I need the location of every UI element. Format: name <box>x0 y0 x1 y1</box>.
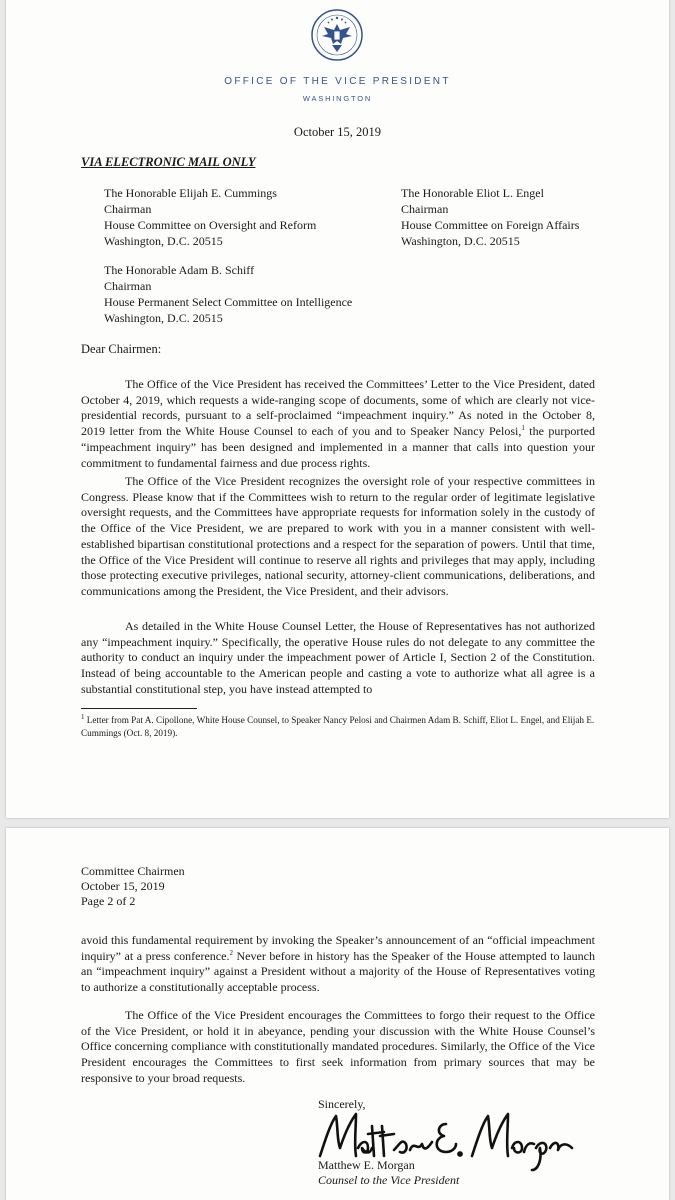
recipient-address <box>104 185 316 249</box>
body-paragraph-4 <box>81 933 595 996</box>
delivery-method: VIA ELECTRONIC MAIL ONLY <box>81 155 256 169</box>
recipient-address <box>104 262 352 326</box>
recipient-title: Chairman <box>104 202 152 216</box>
footnote <box>81 714 595 740</box>
body-paragraph-3: As detailed in the White House Counsel Letter, the House of Representatives has not authorized any “impeachment inquiry.” Specifically, the operative House rules do not delegate to any committee the authority to conduct an inquiry under the impeachment power of Article I, Section 2 of the Constitution. Instead of being accountable to the American people and casting a vote to authorize what all agree is a substantial constitutional step, you have instead attempted to <box>81 619 595 696</box>
footnote-text: Letter from Pat A. Cipollone, White House Counsel, to Speaker Nancy Pelosi and Chairmen Adam B. Schiff, Eliot L. Engel, and Elijah E. Cummings (Oct. 8, 2019). <box>81 715 595 738</box>
page-header <box>81 864 185 909</box>
body-paragraph-2: The Office of the Vice President recognizes the oversight role of your respective committees in Congress. Please know that if the Committees wish to return to the regular order of legitimate legislative oversight requests, and the Committees have appropriate requests for information solely in the custody of the Office of the Vice President, we are prepared to work with you in a manner consistent with well-established bipartisan constitutional protections and a respect for the separation of powers. Until that time, the Office of the Vice President will continue to reserve all rights and privileges that may apply, including those protecting executive privileges, national security, attorney-client communications, deliberations, and communications among the President, the Vice President, and their advisors. <box>81 474 595 598</box>
letter-page-2 <box>6 828 669 1200</box>
signer-block <box>318 1158 459 1188</box>
recipient-name: The Honorable Adam B. Schiff <box>104 263 255 277</box>
salutation: Dear Chairmen: <box>81 342 162 356</box>
vice-president-seal-icon <box>310 8 364 62</box>
body-paragraph-1 <box>81 377 595 471</box>
paragraph-text: The Office of the Vice President has received the Committees’ Letter to the Vice President, dated October 4, 2019, which requests a wide-ranging scope of documents, some of which are clearly not vice-presidential records, pursuant to a self-proclaimed “impeachment inquiry.” As noted in the October 8, 2019 letter from the White House Counsel to each of you and to Speaker Nancy Pelosi, <box>81 377 595 439</box>
signer-name: Matthew E. Morgan <box>318 1158 415 1172</box>
recipient-name: The Honorable Elijah E. Cummings <box>104 186 277 200</box>
letter-date: October 15, 2019 <box>293 125 382 139</box>
recipient-city: Washington, D.C. 20515 <box>104 311 223 325</box>
letter-page-1 <box>6 0 669 818</box>
recipient-address <box>401 185 579 249</box>
footnote-ref: 2 <box>229 948 233 957</box>
recipient-title: Chairman <box>104 279 152 293</box>
recipient-city: Washington, D.C. 20515 <box>401 234 520 248</box>
header-date: October 15, 2019 <box>81 879 165 893</box>
header-page-number: Page 2 of 2 <box>81 894 136 908</box>
recipient-committee: House Committee on Oversight and Reform <box>104 218 317 232</box>
footnote-divider <box>81 708 197 709</box>
header-recipient: Committee Chairmen <box>81 864 185 878</box>
paragraph-text: avoid this fundamental requirement by invoking the Speaker’s announcement of an “official impeachment inquiry” at a press conference. <box>81 933 595 963</box>
paragraph-text: Never before in history has the Speaker of the House attempted to launch an “impeachment inquiry” against a President without a majority of the House of Representatives voting to authorize a constitutionally acceptable process. <box>81 948 595 995</box>
letterhead-city: WASHINGTON <box>302 94 373 103</box>
recipient-committee: House Committee on Foreign Affairs <box>401 218 580 232</box>
recipient-name: The Honorable Eliot L. Engel <box>401 186 544 200</box>
recipient-title: Chairman <box>401 202 449 216</box>
recipient-city: Washington, D.C. 20515 <box>104 234 223 248</box>
letterhead-office: OFFICE OF THE VICE PRESIDENT <box>224 76 451 87</box>
footnote-ref: 1 <box>521 424 525 433</box>
closing: Sincerely, <box>318 1097 366 1111</box>
footnote-number: 1 <box>81 712 85 721</box>
signer-title: Counsel to the Vice President <box>318 1173 460 1187</box>
body-paragraph-5: The Office of the Vice President encourages the Committees to forgo their request to the Office of the Vice President, or hold it in abeyance, pending your discussion with the White House Counsel’s Office concerning compliance with constitutionally mandated procedures. Similarly, the Office of the Vice President encourages the Committees to first seek information from primary sources that may be responsive to your broad requests. <box>81 1008 595 1085</box>
paragraph-text: the purported “impeachment inquiry” has been designed and implemented in a manner that calls into question your commitment to fundamental fairness and due process rights. <box>81 424 595 470</box>
recipient-committee: House Permanent Select Committee on Intelligence <box>104 295 353 309</box>
